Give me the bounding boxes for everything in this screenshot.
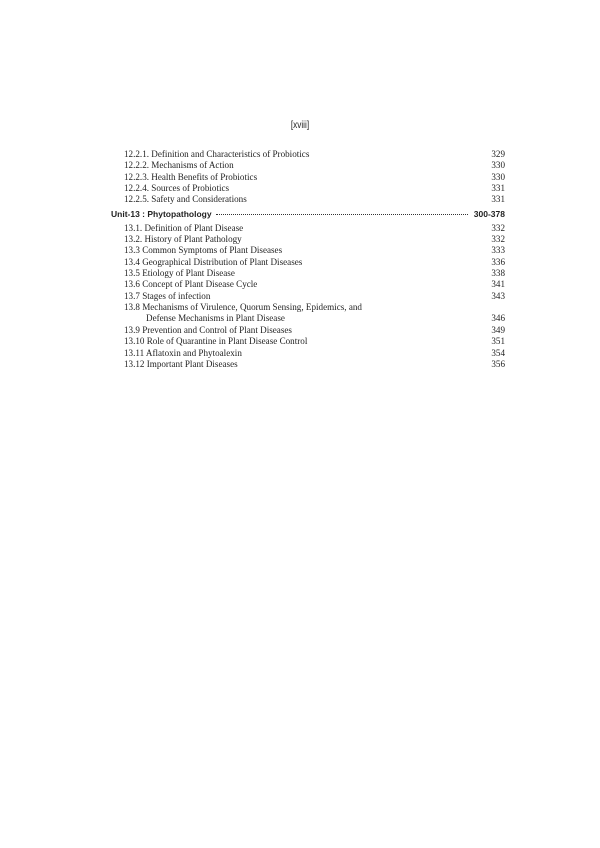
toc-entry-page: 331 [491, 183, 505, 194]
toc-entry-title: 12.2.4. Sources of Probiotics [124, 183, 230, 194]
toc-entry-page: 333 [491, 245, 505, 256]
page-number: [xviii] [290, 120, 310, 131]
toc-entry [124, 325, 505, 336]
toc-entry-title: 13.3 Common Symptoms of Plant Diseases [124, 245, 283, 256]
toc-entry-title: 13.12 Important Plant Diseases [124, 358, 238, 369]
toc-entry-page: 330 [491, 160, 505, 171]
toc-entry-page: 341 [491, 279, 505, 290]
toc-entry [124, 172, 505, 183]
toc-entry-title: 13.2. History of Plant Pathology [124, 234, 242, 245]
toc-entry-title: 13.11 Aflatoxin and Phytoalexin [124, 347, 242, 358]
toc-entry [124, 234, 505, 245]
toc-entry [124, 268, 505, 279]
toc-entry-page: 332 [491, 222, 505, 233]
toc-entry [124, 359, 505, 370]
toc-entry [124, 348, 505, 359]
toc-entry-title-line: Defense Mechanisms in Plant Disease [146, 313, 285, 324]
toc-entry-page: 332 [491, 234, 505, 245]
toc-entry [124, 279, 505, 290]
toc-entry-title: 12.2.2. Mechanisms of Action [124, 160, 234, 171]
toc-entry-page: 329 [491, 149, 505, 159]
toc-entry-title: 13.9 Prevention and Control of Plant Diseases [124, 324, 292, 335]
toc-entry-page: 354 [491, 347, 505, 358]
toc-entry-title: 12.2.1. Definition and Characteristics of Probiotics [124, 149, 310, 159]
toc-entry-title: 13.10 Role of Quarantine in Plant Disease Control [124, 336, 308, 347]
toc-entry-page: 356 [491, 358, 505, 369]
unit-title: Unit-13 : Phytopathology [111, 208, 212, 219]
dot-leader [216, 214, 468, 215]
toc-entry [124, 194, 505, 205]
toc-entry [124, 223, 505, 234]
toc-entry-title [124, 302, 362, 325]
toc-entry [124, 291, 505, 302]
toc-entry [124, 160, 505, 171]
toc-entry-title: 12.2.3. Health Benefits of Probiotics [124, 171, 258, 182]
toc-entry [124, 245, 505, 256]
toc-entry-title: 13.5 Etiology of Plant Disease [124, 268, 235, 279]
toc-entry-title: 13.1. Definition of Plant Disease [124, 222, 244, 233]
toc-entry-page: 330 [491, 171, 505, 182]
toc-entry-title: 13.4 Geographical Distribution of Plant Diseases [124, 256, 303, 267]
toc-entry-page: 343 [491, 290, 505, 301]
toc-entry-page: 331 [491, 194, 505, 205]
toc-entry [124, 302, 505, 325]
unit-heading [111, 206, 505, 223]
unit-page-range: 300-378 [473, 208, 505, 219]
toc-entry [124, 336, 505, 347]
toc-entry-page: 349 [491, 324, 505, 335]
toc-entry [124, 149, 505, 160]
toc-entry-page: 351 [491, 336, 505, 347]
toc-entry-page: 338 [491, 268, 505, 279]
toc-entry-title: 12.2.5. Safety and Considerations [124, 194, 247, 205]
toc-entry-page: 336 [491, 256, 505, 267]
toc-entry-page: 346 [491, 313, 505, 324]
toc-entry-title: 13.6 Concept of Plant Disease Cycle [124, 279, 258, 290]
toc-entry-title-line: 13.8 Mechanisms of Virulence, Quorum Sensing, Epidemics, and [124, 302, 362, 313]
toc-entry [124, 183, 505, 194]
toc-entry [124, 257, 505, 268]
toc-entry-title: 13.7 Stages of infection [124, 290, 211, 301]
table-of-contents [111, 149, 505, 370]
